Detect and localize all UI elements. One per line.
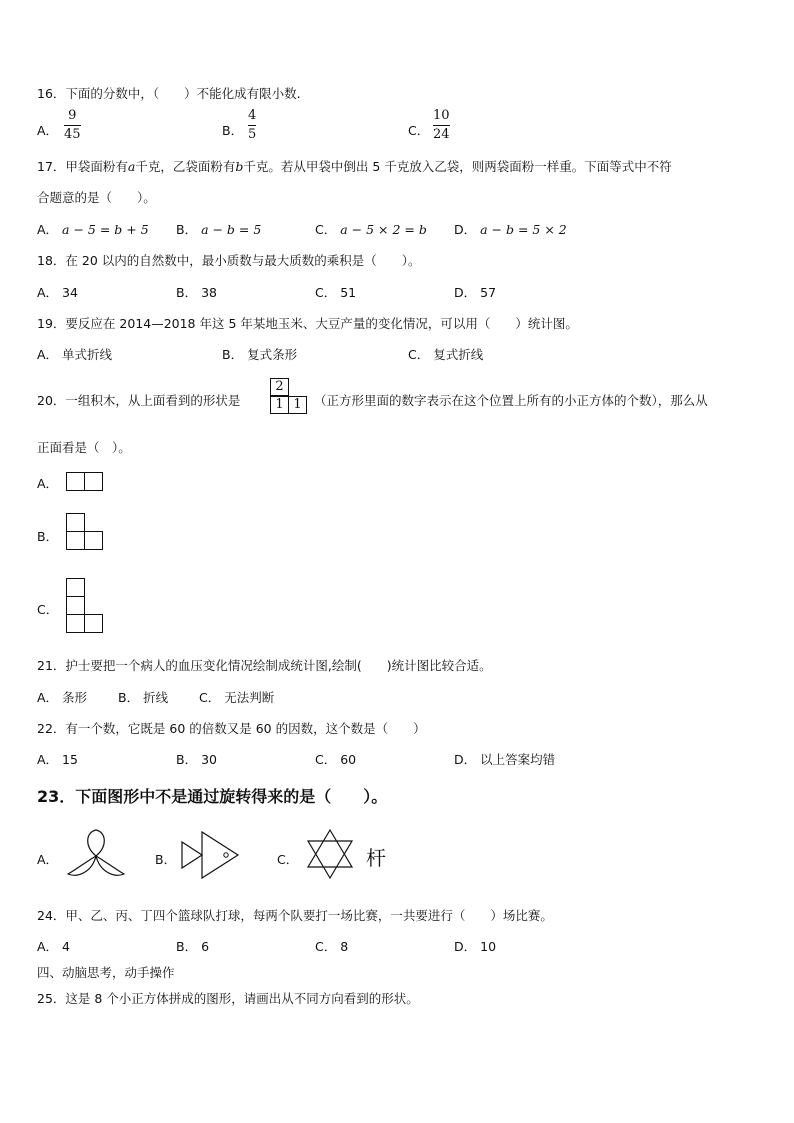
q18-option-b: B． 38 [176,285,217,300]
top-view-cell-2: 2 [270,378,289,396]
q20-stem-line2: 正面看是（ ）。 [37,440,131,455]
q22-stem: 22．有一个数，它既是 60 的倍数又是 60 的因数，这个数是（ ） [37,721,426,736]
q22-option-c: C． 60 [315,752,357,767]
q16-option-a-letter: A． [37,123,59,138]
q18-stem: 18．在 20 以内的自然数中，最小质数与最大质数的乘积是（ ）。 [37,253,421,268]
front-view-a-square [66,472,85,491]
front-view-b-square [66,513,85,532]
q25-stem: 25．这是 8 个小正方体拼成的图形，请画出从不同方向看到的形状。 [37,991,419,1006]
q22-option-a: A． 15 [37,752,78,767]
q22-option-d: D． 以上答案均错 [454,752,556,767]
q19-option-c: C． 复式折线 [408,347,484,362]
q17-option-d: D． a − b = 5 × 2 [454,222,567,237]
q18-option-d: D． 57 [454,285,497,300]
q20-stem-a: 20．一组积木，从上面看到的形状是 [37,393,241,408]
q23-character: 杆 [366,846,386,870]
q17-stem-line1: 17．甲袋面粉有a千克，乙袋面粉有b千克。若从甲袋中倒出 5 千克放入乙袋，则两袋面粉一样重。下面等式中不符 [37,159,672,174]
fraction-numerator: 10 [433,108,450,123]
q23-option-c-letter: C． [277,852,299,867]
section-heading: 四、动脑思考，动手操作 [37,965,175,980]
fraction-denominator: 5 [248,127,257,142]
q17-option-c: C． a − 5 × 2 = b [315,222,427,237]
q24-option-a: A． 4 [37,939,70,954]
q21-option-c: C． 无法判断 [199,690,275,705]
q16-option-b-letter: B． [222,123,244,138]
q24-option-b: B． 6 [176,939,210,954]
q16-option-c-letter: C． [408,123,430,138]
q21-option-a: A． 条形 [37,690,88,705]
front-view-a-square [84,472,103,491]
q23-option-a-letter: A． [37,852,59,867]
q19-stem: 19．要反应在 2014—2018 年这 5 年某地玉米、大豆产量的变化情况，可以用（ ）统计图。 [37,316,578,331]
q18-option-a: A． 34 [37,285,78,300]
star-of-david-shape [306,828,354,880]
front-view-b-square [66,531,85,550]
q24-option-c: C． 8 [315,939,349,954]
q21-option-b: B． 折线 [118,690,169,705]
top-view-cell-1a: 1 [270,396,289,414]
q20-option-b-letter: B． [37,529,59,544]
q23-option-b-letter: B． [155,852,177,867]
q22-option-b: B． 30 [176,752,217,767]
q20-option-a-letter: A． [37,476,59,491]
fraction-bar [64,125,81,126]
q23-stem: 23．下面图形中不是通过旋转得来的是（ ）。 [37,787,388,806]
q17-stem-line2: 合题意的是（ ）。 [37,190,156,205]
front-view-c-square [66,614,85,633]
q19-option-a: A． 单式折线 [37,347,113,362]
q24-stem: 24．甲、乙、丙、丁四个篮球队打球，每两个队要打一场比赛，一共要进行（ ）场比赛。 [37,908,553,923]
trefoil-shape [64,828,128,880]
fraction-numerator: 4 [248,108,257,123]
fraction-bar [248,125,256,126]
q20-stem-b: （正方形里面的数字表示在这个位置上所有的小正方体的个数），那么从 [314,393,708,408]
q24-option-d: D． 10 [454,939,497,954]
q16-option-a-fraction [64,108,81,143]
q21-stem: 21．护士要把一个病人的血压变化情况绘制成统计图,绘制( )统计图比较合适。 [37,658,492,673]
q17-option-a: A． a − 5 = b + 5 [37,222,149,237]
q18-option-c: C． 51 [315,285,357,300]
front-view-b-square [84,531,103,550]
q17-option-b: B． a − b = 5 [176,222,262,237]
q16-option-c-fraction [433,108,450,143]
fraction-bar [433,125,450,126]
q16-option-b-fraction [248,108,256,143]
fish-shape [180,830,240,882]
fraction-numerator: 9 [68,108,77,123]
q19-option-b: B． 复式条形 [222,347,298,362]
fraction-denominator: 24 [433,127,450,142]
q16-stem: 16．下面的分数中，（ ）不能化成有限小数. [37,86,301,101]
front-view-c-square [84,614,103,633]
q20-option-c-letter: C． [37,602,59,617]
top-view-cell-1b: 1 [288,396,307,414]
fraction-denominator: 45 [64,127,81,142]
front-view-c-square [66,578,85,597]
front-view-c-square [66,596,85,615]
